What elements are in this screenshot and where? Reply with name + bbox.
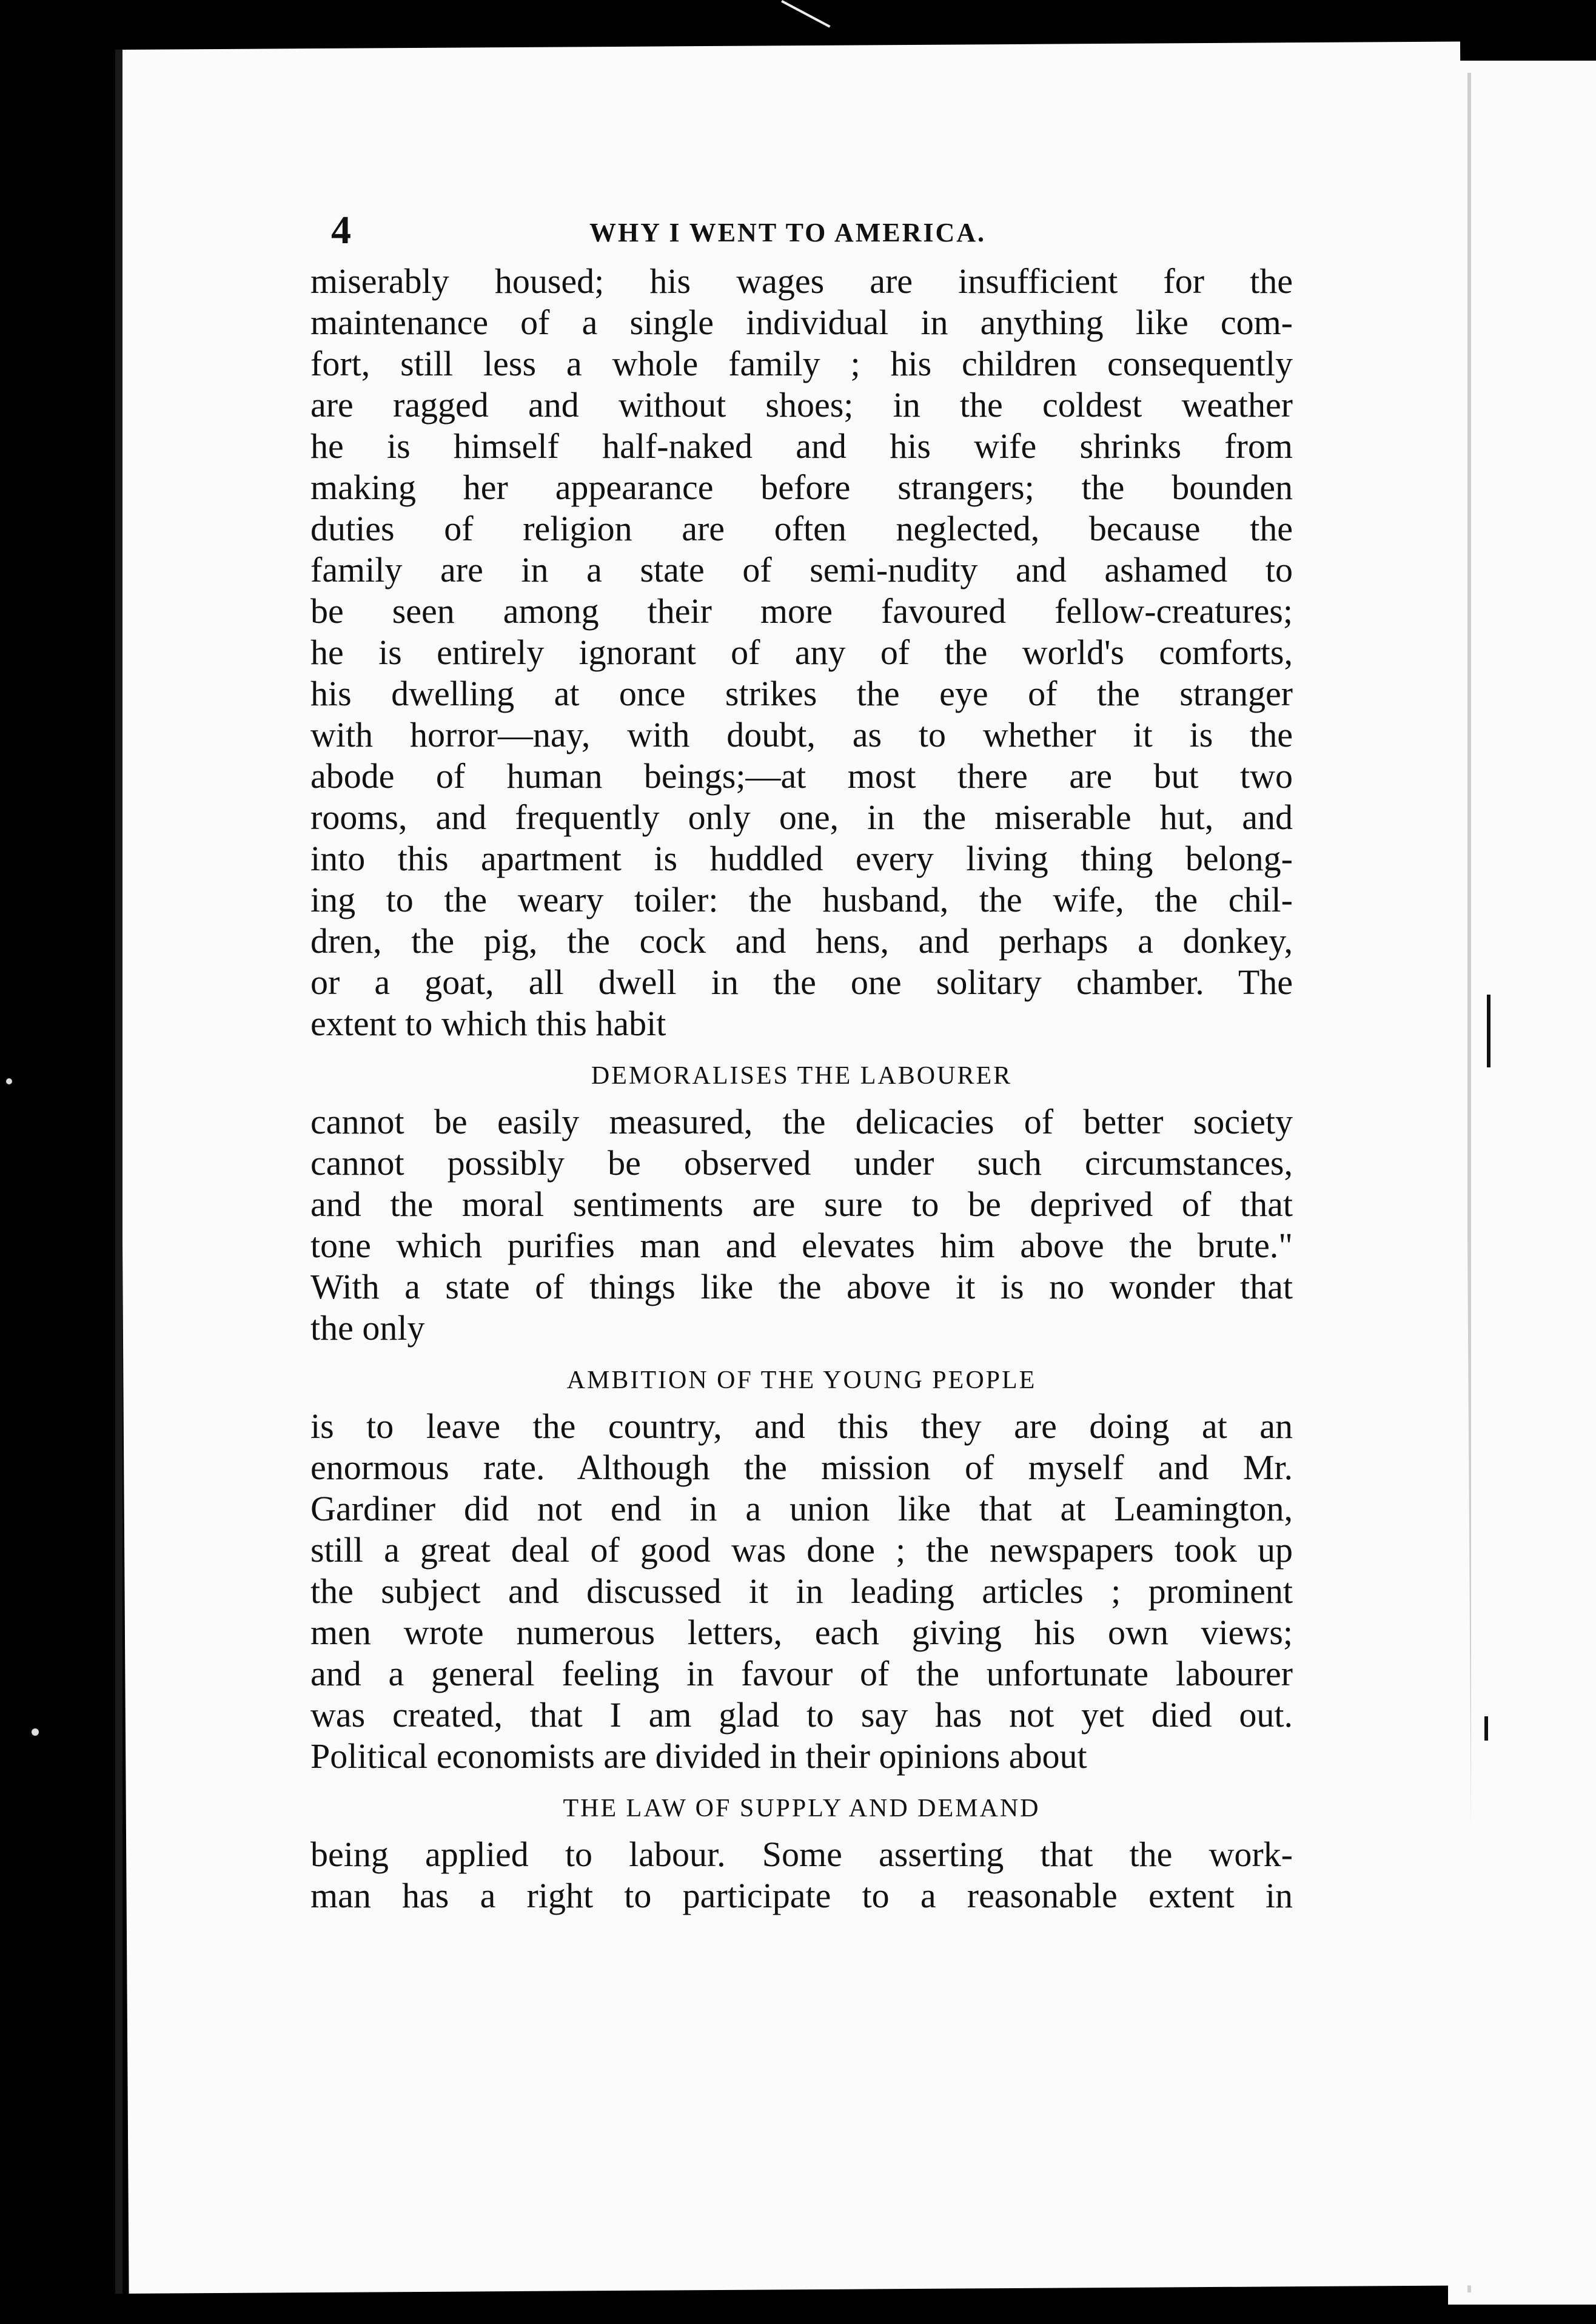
text-line: miserably housed; his wages are insufficient for the [310, 261, 1293, 301]
text-line: and the moral sentiments are sure to be deprived of that [310, 1184, 1293, 1224]
text-line: into this apartment is huddled every living thing belong- [310, 839, 1293, 878]
text-line: or a goat, all dwell in the one solitary chamber. The [310, 962, 1293, 1002]
text-line: cannot be easily measured, the delicacies of better society [310, 1102, 1293, 1141]
text-line: enormous rate. Although the mission of myself and Mr. [310, 1448, 1293, 1487]
scan-artifact [32, 1728, 39, 1736]
text-line: With a state of things like the above it is no wonder that [310, 1267, 1293, 1306]
scan-artifact [1484, 1716, 1488, 1741]
text-line: being applied to labour. Some asserting that the work- [310, 1835, 1293, 1874]
running-title: WHY I WENT TO AMERICA. [589, 218, 987, 247]
text-line: fort, still less a whole family ; his children consequently [310, 344, 1293, 383]
text-line: still a great deal of good was done ; the newspapers took up [310, 1530, 1293, 1570]
scan-artifact [6, 1078, 12, 1084]
text-line: abode of human beings;—at most there are but two [310, 756, 1293, 796]
section-heading: THE LAW OF SUPPLY AND DEMAND [563, 1795, 1041, 1822]
text-line: the subject and discussed it in leading articles ; prominent [310, 1571, 1293, 1611]
text-line: ing to the weary toiler: the husband, the wife, the chil- [310, 880, 1293, 919]
text-line: is to leave the country, and this they are doing at an [310, 1406, 1293, 1446]
paragraph-1 [310, 261, 1293, 1044]
text-line: dren, the pig, the cock and hens, and perhaps a donkey, [310, 921, 1293, 961]
text-line: rooms, and frequently only one, in the miserable hut, and [310, 798, 1293, 837]
page-number: 4 [331, 208, 351, 252]
text-line: with horror—nay, with doubt, as to whether it is the [310, 715, 1293, 754]
paragraph-2 [310, 1101, 1293, 1349]
scan-artifact [1487, 995, 1490, 1067]
text-line: maintenance of a single individual in anything like com- [310, 303, 1293, 342]
text-line: and a general feeling in favour of the unfortunate labourer [310, 1654, 1293, 1693]
text-line: making her appearance before strangers; the bounden [310, 468, 1293, 507]
section-heading: DEMORALISES THE LABOURER [591, 1062, 1013, 1090]
text-line: tone which purifies man and elevates him above the brute." [310, 1226, 1293, 1265]
section-heading: AMBITION OF THE YOUNG PEOPLE [566, 1366, 1037, 1394]
text-line: Political economists are divided in their opinions about [310, 1736, 1087, 1776]
text-line: the only [310, 1308, 425, 1348]
text-line: was created, that I am glad to say has not yet died out. [310, 1695, 1293, 1735]
text-line: family are in a state of semi-nudity and ashamed to [310, 550, 1293, 589]
text-line: he is entirely ignorant of any of the world's comforts, [310, 633, 1293, 672]
page-content [310, 206, 1293, 1916]
text-line: Gardiner did not end in a union like that at Leamington, [310, 1489, 1293, 1528]
text-line: men wrote numerous letters, each giving his own views; [310, 1613, 1293, 1652]
paragraph-3 [310, 1406, 1293, 1777]
text-line: man has a right to participate to a reasonable extent in [310, 1876, 1293, 1915]
text-line: are ragged and without shoes; in the coldest weather [310, 385, 1293, 425]
text-line: he is himself half-naked and his wife shrinks from [310, 426, 1293, 466]
text-line: be seen among their more favoured fellow-creatures; [310, 591, 1293, 631]
text-line: cannot possibly be observed under such circumstances, [310, 1143, 1293, 1183]
text-line: extent to which this habit [310, 1004, 666, 1043]
text-line: his dwelling at once strikes the eye of the stranger [310, 674, 1293, 713]
scan-artifact [781, 0, 830, 28]
running-head [310, 206, 1293, 261]
text-line: duties of religion are often neglected, because the [310, 509, 1293, 548]
page-leaf-edge [115, 50, 122, 2294]
paragraph-4 [310, 1834, 1293, 1916]
